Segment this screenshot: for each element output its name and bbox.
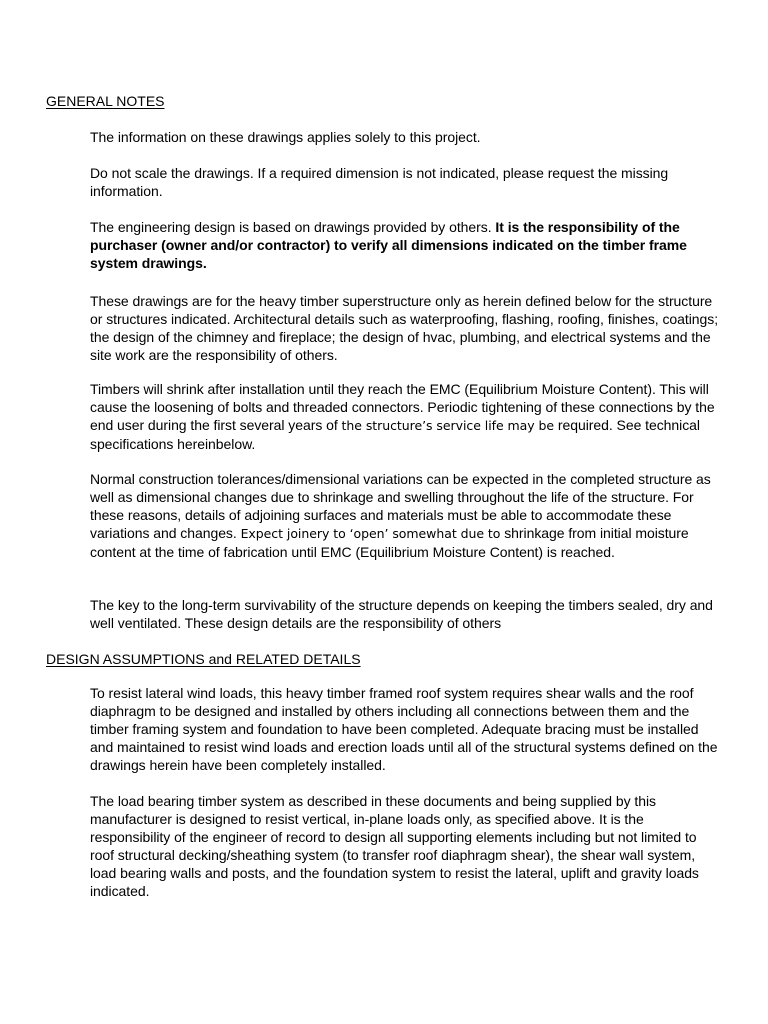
general-note-tolerances xyxy=(90,470,722,561)
design-assumptions-heading: DESIGN ASSUMPTIONS and RELATED DETAILS xyxy=(46,651,361,667)
general-note-project-scope: The information on these drawings applies solely to this project. xyxy=(90,129,481,145)
tolerances-text-b: Expect joinery to ‘open’ somewhat due to xyxy=(240,526,501,541)
general-notes-heading: GENERAL NOTES xyxy=(46,93,165,109)
tolerances-text-a: Normal construction tolerances/dimensional variations can be expected in the completed structure as well as dimensional changes due to shrinkage and swelling throughout the life of the structure. For these reasons, details of adjoining surfaces and materials must be able to accommodate these variations and changes. xyxy=(90,471,711,541)
general-note-survivability: The key to the long-term survivability of the structure depends on keeping the timbers sealed, dry and well ventilated. These design details are the responsibility of others xyxy=(90,597,713,631)
shrinkage-text-a: Timbers will shrink after installation until they reach the EMC (Equilibrium Moisture Content). This will cause the loosening of bolts and threaded connectors. Periodic tightening of these connections by the end user during the first several years of xyxy=(90,381,715,433)
purchaser-responsibility-text: It is the responsibility of the purchaser (owner and/or contractor) to verify all dimensions indicated on the timber frame system drawings. xyxy=(90,219,687,271)
general-note-superstructure-scope: These drawings are for the heavy timber superstructure only as herein defined below for the structure or structures indicated. Architectural details such as waterproofing, flashing, roofing, finishes, coatings; the design of the chimney and fireplace; the design of hvac, plumbing, and electrical systems and the site work are the responsibility of others. xyxy=(90,293,719,363)
design-assumption-load-bearing: The load bearing timber system as described in these documents and being supplied by this manufacturer is designed to resist vertical, in-plane loads only, as specified above. It is the responsibility of the engineer of record to design all supporting elements including but not limited to roof structural decking/sheathing system (to transfer roof diaphragm shear), the shear wall system, load bearing walls and posts, and the foundation system to resist the lateral, uplift and gravity loads indicated. xyxy=(90,793,699,899)
tolerances-text-c: shrinkage from initial moisture content at the time of fabrication until EMC (Equilibrium Moisture Content) is reached. xyxy=(90,525,689,560)
engineering-design-text: The engineering design is based on drawings provided by others. xyxy=(90,219,496,235)
shrinkage-text-b: the structure’s service life may be xyxy=(341,418,555,433)
general-note-timber-shrinkage xyxy=(90,380,722,453)
general-note-engineering-design xyxy=(90,218,722,272)
general-note-do-not-scale: Do not scale the drawings. If a required dimension is not indicated, please request the missing information. xyxy=(90,165,669,199)
design-assumption-lateral-wind: To resist lateral wind loads, this heavy timber framed roof system requires shear walls and the roof diaphragm to be designed and installed by others including all connections between them and the timber framing system and foundation to have been completed. Adequate bracing must be installed and maintained to resist wind loads and erection loads until all of the structural systems defined on the drawings herein have been completely installed. xyxy=(90,685,718,773)
shrinkage-text-c: required. See technical specifications hereinbelow. xyxy=(90,417,700,452)
